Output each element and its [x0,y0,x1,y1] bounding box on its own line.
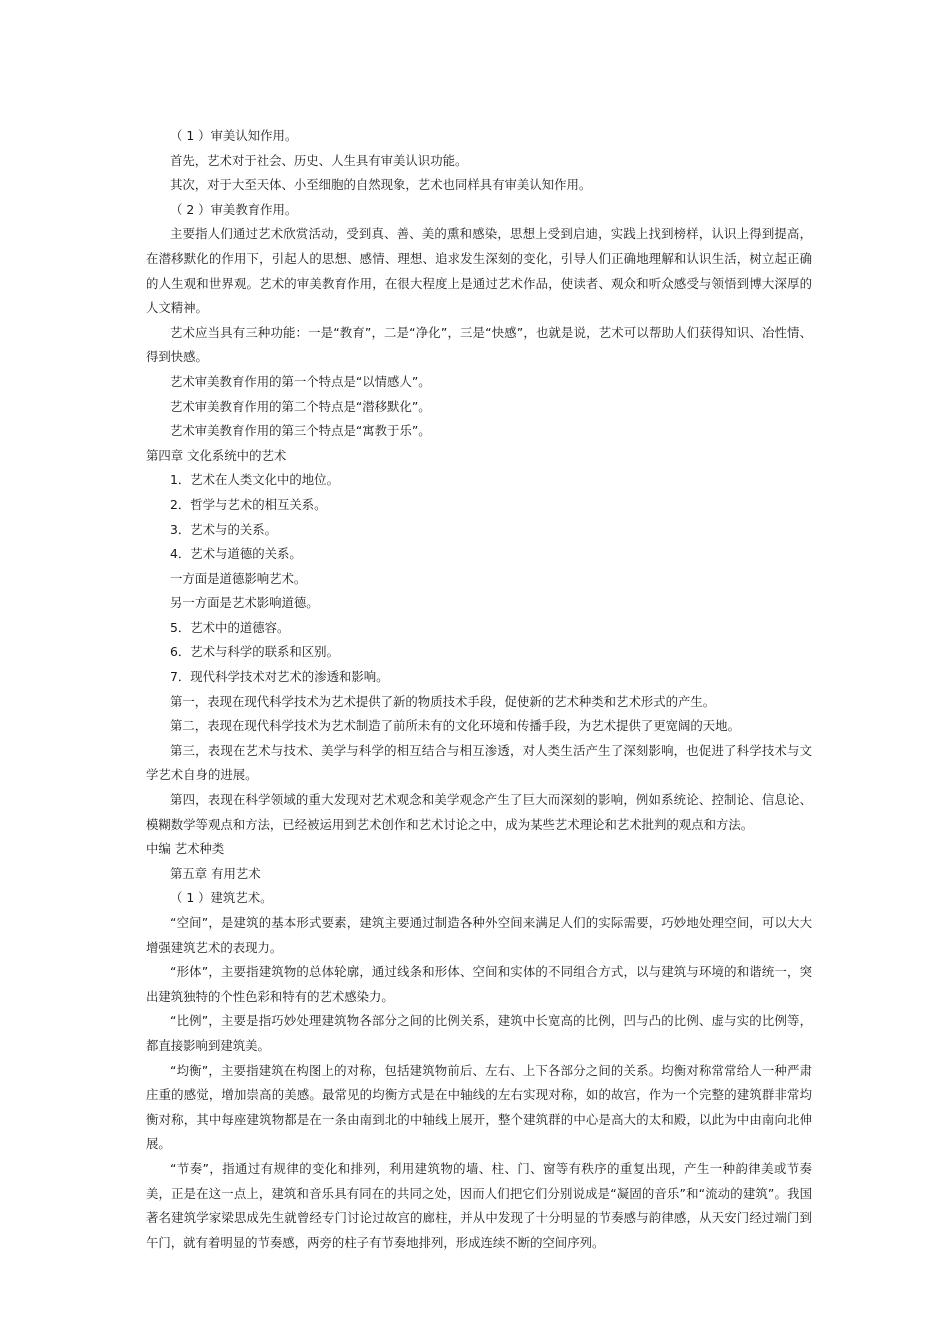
paragraph: 其次，对于大至天体、小至细胞的自然现象，艺术也同样具有审美认知作用。 [170,177,592,193]
paragraph: 第四，表现在科学领域的重大发现对艺术观念和美学观念产生了巨大而深刻的影响，例如系统论、控制论、信息论、模糊数学等观点和方法，已经被运用到艺术创作和艺术讨论之中，成为某些艺术理论和艺术批判的观点和方法。 [146,792,812,832]
paragraph: “均衡”，主要指建筑在构图上的对称，包括建筑物前后、左右、上下各部分之间的关系。均衡对称常常给人一种严肃庄重的感觉，增加崇高的美感。最常见的均衡方式是在中轴线的左右实现对称，如的故宫，作为一个完整的建筑群非常均衡对称，其中每座建筑物都是在一条由南到北的中轴线上展开，整个建筑群的中心是高大的太和殿，以此为中由南向北伸展。 [146,1062,812,1152]
paragraph: 艺术审美教育作用的第二个特点是“潜移默化”。 [170,398,431,414]
list-item: 5．艺术中的道德容。 [170,619,290,635]
list-item: 2．哲学与艺术的相互关系。 [170,496,327,512]
paragraph: 第三，表现在艺术与技术、美学与科学的相互结合与相互渗透，对人类生活产生了深刻影响，也促进了科学技术与文学艺术自身的进展。 [146,742,812,783]
paragraph: 一方面是道德影响艺术。 [170,570,307,586]
paragraph: （ 1 ）审美认知作用。 [170,128,298,143]
paragraph: “形体”，主要指建筑物的总体轮廓，通过线条和形体、空间和实体的不同组合方式，以与建筑与环境的和谐统一，突出建筑独特的个性色彩和特有的艺术感染力。 [146,964,812,1004]
paragraph: 艺术应当具有三种功能：一是“教育”，二是“净化”，三是“快感”，也就是说，艺术可以帮助人们获得知识、冶性情、得到快感。 [146,324,812,365]
paragraph: “节奏”，指通过有规律的变化和排列，利用建筑物的墙、柱、门、窗等有秩序的重复出现，产生一种韵律美或节奏美，正是在这一点上，建筑和音乐具有同在的共同之处，因而人们把它们分别说成是“凝固的音乐”和“流动的建筑”。我国著名建筑学家梁思成先生就曾经专门讨论过故宫的廊柱，并从中发现了十分明显的节奏感与韵律感，从天安门经过端门到午门，就有着明显的节奏感，两旁的柱子有节奏地排列，形成连续不断的空间序列。 [146,1160,812,1250]
document-page [146,124,812,1255]
list-item: 3．艺术与的关系。 [170,521,278,537]
list-item: 1．艺术在人类文化中的地位。 [170,472,339,488]
paragraph: 第一，表现在现代科学技术为艺术提供了新的物质技术手段，促使新的艺术种类和艺术形式的产生。 [170,693,716,709]
chapter-heading: 第四章 文化系统中的艺术 [146,447,287,463]
paragraph: 艺术审美教育作用的第三个特点是“寓教于乐”。 [170,423,431,439]
paragraph: （ 1 ）建筑艺术。 [170,890,273,906]
paragraph: 主要指人们通过艺术欣赏活动，受到真、善、美的熏和感染，思想上受到启迪，实践上找到榜样，认识上得到提高，在潜移默化的作用下，引起人的思想、感情、理想、追求发生深刻的变化，引导人们正确地理解和认识生活，树立起正确的人生观和世界观。艺术的审美教育作用，在很大程度上是通过艺术作品，使读者、观众和听众感受与领悟到博大深厚的人文精神。 [146,226,812,316]
paragraph: “比例”，主要是指巧妙处理建筑物各部分之间的比例关系，建筑中长宽高的比例，凹与凸的比例、虚与实的比例等，都直接影响到建筑美。 [146,1013,812,1053]
paragraph: 第二，表现在现代科学技术为艺术制造了前所未有的文化环境和传播手段，为艺术提供了更宽阔的天地。 [170,718,740,734]
paragraph: 首先，艺术对于社会、历史、人生具有审美认识功能。 [170,152,468,168]
paragraph: “空间”，是建筑的基本形式要素，建筑主要通过制造各种外空间来满足人们的实际需要，巧妙地处理空间，可以大大增强建筑艺术的表现力。 [146,915,812,955]
list-item: 4．艺术与道德的关系。 [170,546,302,562]
chapter-heading: 第五章 有用艺术 [170,865,261,881]
part-heading: 中编 艺术种类 [146,841,225,857]
list-item: 6．艺术与科学的联系和区别。 [170,644,339,660]
paragraph: 艺术审美教育作用的第一个特点是“以情感人”。 [170,373,431,389]
paragraph: 另一方面是艺术影响道德。 [170,595,319,611]
list-item: 7．现代科学技术对艺术的渗透和影响。 [170,669,389,685]
paragraph: （ 2 ）审美教育作用。 [170,201,298,217]
